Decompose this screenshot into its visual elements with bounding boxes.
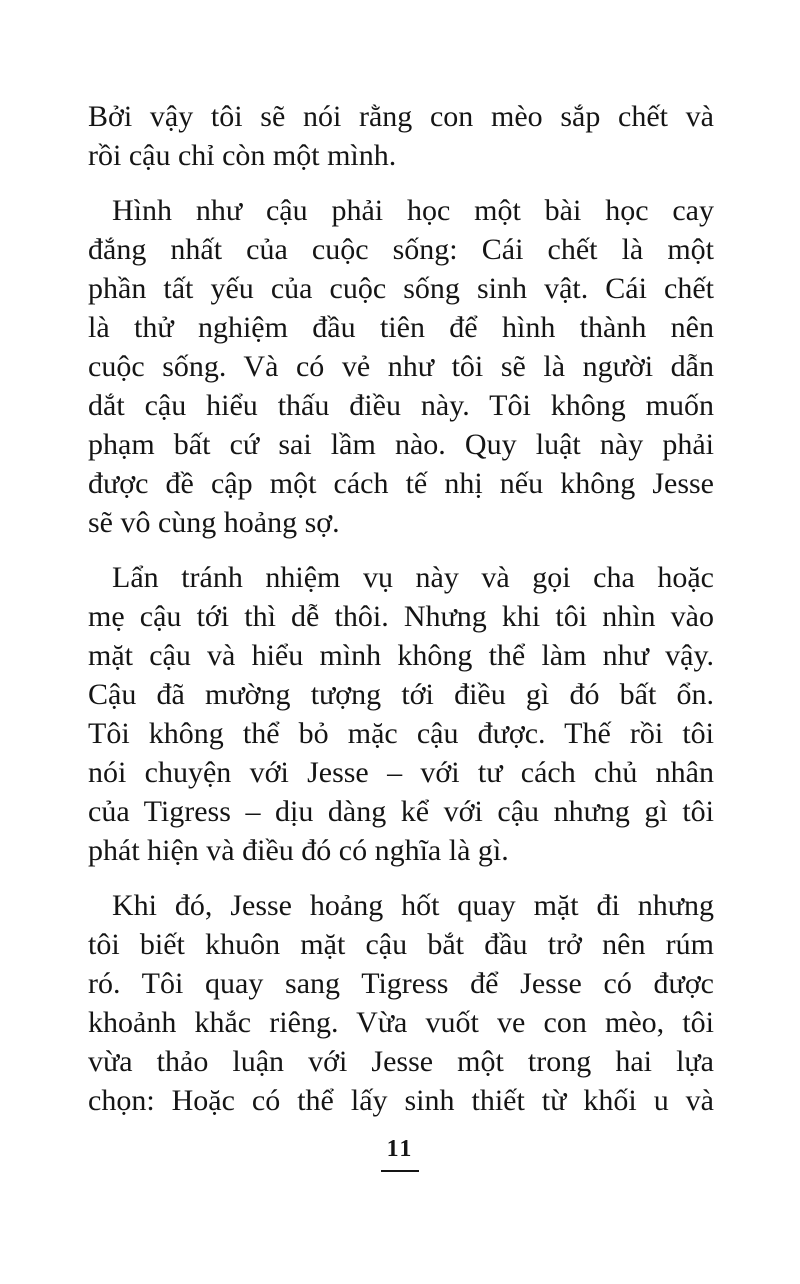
text-line: đắng nhất của cuộc sống: Cái chết là một: [88, 233, 714, 266]
text-line: nói chuyện với Jesse – với tư cách chủ nhân: [88, 756, 714, 789]
text-line: được đề cập một cách tế nhị nếu không Jesse: [88, 467, 714, 500]
text-line: cuộc sống. Và có vẻ như tôi sẽ là người dẫn: [88, 350, 714, 383]
text-line: mặt cậu và hiểu mình không thể làm như vậy.: [88, 639, 714, 672]
text-line: vừa thảo luận với Jesse một trong hai lựa: [88, 1045, 714, 1078]
text-line: dắt cậu hiểu thấu điều này. Tôi không muốn: [88, 389, 714, 422]
text-line: Khi đó, Jesse hoảng hốt quay mặt đi nhưng: [112, 889, 714, 922]
text-line: ró. Tôi quay sang Tigress để Jesse có được: [88, 967, 714, 1000]
paragraph-1: [88, 97, 714, 175]
text-line: là thử nghiệm đầu tiên để hình thành nên: [88, 311, 714, 344]
text-line: Hình như cậu phải học một bài học cay: [112, 194, 714, 227]
page-number: 11: [386, 1136, 414, 1162]
text-line: phát hiện và điều đó có nghĩa là gì.: [88, 834, 509, 867]
text-line: mẹ cậu tới thì dễ thôi. Nhưng khi tôi nhìn vào: [88, 600, 714, 633]
text-line: của Tigress – dịu dàng kể với cậu nhưng gì tôi: [88, 795, 714, 828]
text-line: khoảnh khắc riêng. Vừa vuốt ve con mèo, tôi: [88, 1006, 714, 1039]
paragraph-3: [88, 558, 714, 870]
text-line: chọn: Hoặc có thể lấy sinh thiết từ khối u và: [88, 1084, 714, 1117]
page-number-rule: [381, 1170, 419, 1172]
text-line: phần tất yếu của cuộc sống sinh vật. Cái chết: [88, 272, 714, 305]
body-text: [88, 97, 714, 1136]
text-line: Tôi không thể bỏ mặc cậu được. Thế rồi tôi: [88, 717, 714, 750]
text-line: Cậu đã mường tượng tới điều gì đó bất ổn.: [88, 678, 714, 711]
text-line: phạm bất cứ sai lầm nào. Quy luật này phải: [88, 428, 714, 461]
text-line: Bởi vậy tôi sẽ nói rằng con mèo sắp chết và: [88, 100, 714, 133]
text-line: sẽ vô cùng hoảng sợ.: [88, 506, 340, 539]
text-line: rồi cậu chỉ còn một mình.: [88, 139, 397, 172]
paragraph-2: [88, 191, 714, 542]
text-line: tôi biết khuôn mặt cậu bắt đầu trở nên rúm: [88, 928, 714, 961]
text-line: Lẩn tránh nhiệm vụ này và gọi cha hoặc: [112, 561, 714, 594]
paragraph-4: [88, 886, 714, 1120]
